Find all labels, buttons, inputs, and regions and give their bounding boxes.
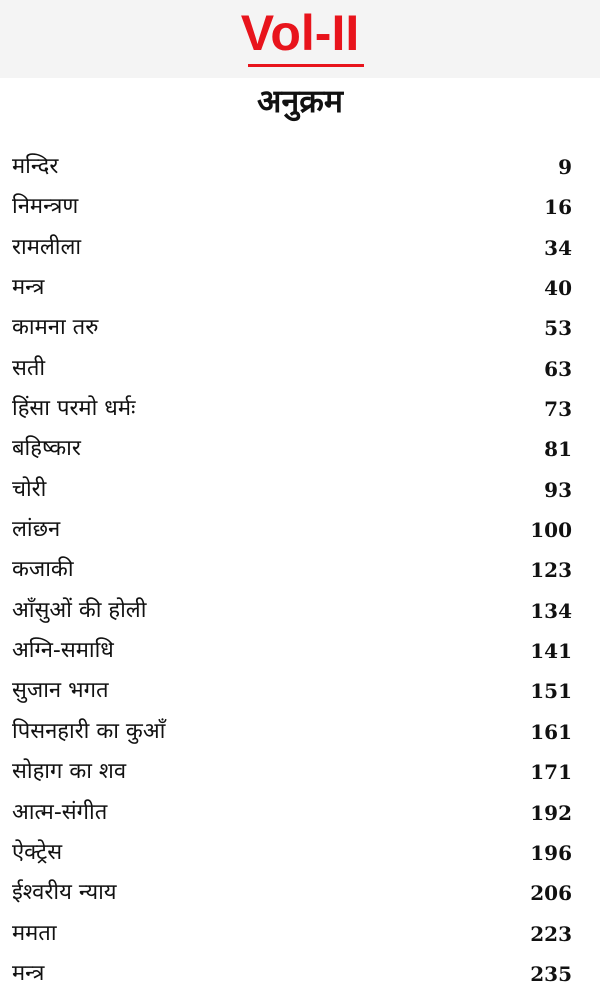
toc-entry-page-number: 134	[530, 598, 572, 623]
toc-entry-page-number: 196	[530, 840, 572, 865]
toc-entry-title: मन्त्र	[12, 275, 45, 301]
toc-entry-page-number: 16	[544, 195, 572, 220]
toc-entry-title: सती	[12, 355, 46, 381]
toc-entry	[0, 148, 600, 188]
toc-entry-page-number: 34	[544, 235, 572, 260]
toc-entry-title: अग्नि-समाधि	[12, 638, 114, 664]
toc-entry-title: पिसनहारी का कुआँ	[12, 718, 166, 744]
toc-entry-title: हिंसा परमो धर्मः	[12, 396, 136, 422]
toc-entry-page-number: 192	[530, 800, 572, 825]
toc-entry	[0, 511, 600, 551]
toc-entry-page-number: 9	[558, 155, 572, 179]
toc-entry-page-number: 223	[530, 921, 572, 946]
toc-entry	[0, 390, 600, 430]
toc-entry-page-number: 63	[544, 356, 572, 381]
toc-entry	[0, 188, 600, 228]
toc-entry-page-number: 73	[544, 397, 572, 422]
toc-entry-title: ममता	[12, 920, 57, 946]
toc-entry	[0, 672, 600, 712]
toc-entry	[0, 915, 600, 955]
toc-entry-title: कजाकी	[12, 557, 74, 583]
toc-entry-page-number: 81	[544, 437, 572, 462]
toc-entry	[0, 592, 600, 632]
toc-entry-title: बहिष्कार	[12, 436, 81, 462]
toc-entry-title: रामलीला	[12, 234, 82, 260]
toc-entry	[0, 430, 600, 470]
toc-entry-title: आत्म-संगीत	[12, 799, 108, 825]
toc-entry-page-number: 206	[530, 881, 572, 906]
toc-entry-title: निमन्त्रण	[12, 194, 79, 220]
toc-entry-page-number: 235	[530, 961, 572, 986]
toc-entry-page-number: 151	[530, 679, 572, 704]
toc-entry	[0, 471, 600, 511]
toc-entry	[0, 753, 600, 793]
toc-entry-title: लांछन	[12, 517, 61, 543]
toc-entry-page-number: 171	[530, 760, 572, 785]
toc-entry	[0, 713, 600, 753]
toc-entry-page-number: 40	[544, 276, 572, 301]
table-of-contents	[0, 148, 600, 995]
volume-title-underline	[248, 64, 364, 67]
toc-entry-page-number: 93	[544, 477, 572, 502]
toc-entry-title: मन्दिर	[12, 154, 59, 179]
toc-entry	[0, 794, 600, 834]
toc-entry	[0, 955, 600, 995]
toc-entry	[0, 874, 600, 914]
toc-entry-title: सोहाग का शव	[12, 759, 127, 785]
toc-entry-title: आँसुओं की होली	[12, 597, 147, 623]
toc-entry	[0, 551, 600, 591]
toc-entry-page-number: 100	[530, 518, 572, 543]
contents-heading: अनुक्रम	[257, 82, 343, 120]
toc-entry-title: सुजान भगत	[12, 678, 109, 704]
toc-entry-title: ऐक्ट्रेस	[12, 839, 63, 865]
volume-title: Vol-II	[240, 5, 360, 61]
toc-entry	[0, 269, 600, 309]
toc-entry-page-number: 53	[544, 316, 572, 341]
toc-entry	[0, 350, 600, 390]
toc-entry	[0, 309, 600, 349]
toc-entry-title: ईश्वरीय न्याय	[12, 880, 117, 906]
toc-entry	[0, 632, 600, 672]
toc-entry	[0, 834, 600, 874]
toc-entry-page-number: 161	[530, 719, 572, 744]
toc-entry-title: कामना तरु	[12, 315, 99, 341]
toc-entry-title: चोरी	[12, 476, 47, 502]
toc-entry-page-number: 123	[530, 558, 572, 583]
toc-entry-page-number: 141	[530, 639, 572, 664]
toc-entry	[0, 229, 600, 269]
toc-entry-title: मन्त्र	[12, 960, 45, 986]
